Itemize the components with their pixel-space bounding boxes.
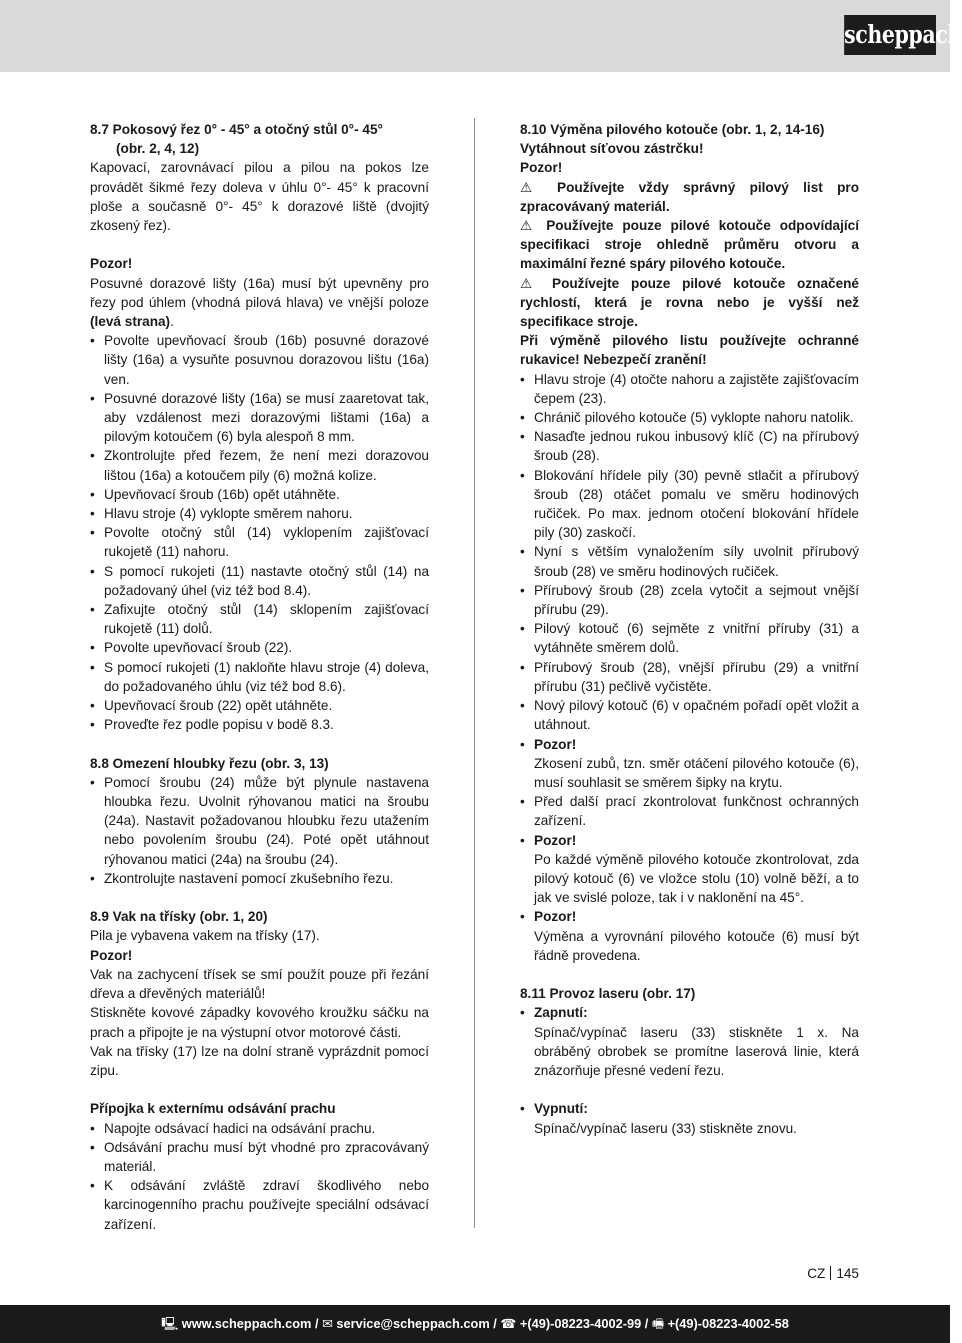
list-item: • Přírubový šroub (28), vnější přírubu (29) a vnitřní přírubu (31) pečlivě vyčistěte. (520, 658, 859, 696)
website-link[interactable]: www.scheppach.com (181, 1316, 312, 1331)
section-8-9-text: Stiskněte kovové západky kovového kroužku sáčku na prach a připojte je na výstupní otvor motorové části. (90, 1005, 429, 1040)
list-item: • Nyní s větším vynaložením síly uvolnit přírubový šroub (28) ve směru hodinových ručiček. (520, 542, 859, 580)
section-8-9-text: Vak na třísky (17) lze na dolní straně vyprázdnit pomocí zipu. (90, 1043, 429, 1078)
section-8-10-cautions (520, 735, 859, 965)
list-item: • Nasaďte jednou rukou inbusový klíč (C) na přírubový šroub (28). (520, 427, 859, 465)
list-item: • Přírubový šroub (28) zcela vytočit a sejmout vnější přírubu (29). (520, 581, 859, 619)
external-extraction-title: Přípojka k externímu odsávání prachu (90, 1101, 336, 1117)
column-divider (474, 118, 475, 1228)
caution-label: Pozor! (520, 160, 563, 176)
warning-triangle-icon: ⚠ (520, 275, 541, 291)
section-8-7-note: Posuvné dorazové lišty (16a) musí být upevněny pro řezy pod úhlem (vhodná pilová hlava) ve vnější poloze (levá strana). (90, 275, 429, 330)
list-item (520, 792, 859, 830)
section-8-11-title: 8.11 Provoz laseru (obr. 17) (520, 986, 696, 1002)
section-8-7-title: 8.7 Pokosový řez 0° - 45° a otočný stůl 0°- 45° (90, 122, 383, 137)
list-item-text: Před další prací zkontrolovat funkčnost ochranných zařízení. (534, 794, 859, 829)
external-extraction-steps (90, 1119, 429, 1234)
list-item: • Upevňovací šroub (22) opět utáhněte. (90, 696, 429, 715)
right-column (520, 120, 859, 1138)
list-item (520, 831, 859, 908)
section-8-10-title: 8.10 Výměna pilového kotouče (obr. 1, 2, 14-16) (520, 122, 825, 137)
section-8-9-text: Pila je vybavena vakem na třísky (17). (90, 928, 320, 944)
list-item: • Proveďte řez podle popisu v bodě 8.3. (90, 715, 429, 734)
list-item: • S pomocí rukojeti (1) nakloňte hlavu stroje (4) doleva, do požadovaného úhlu (viz též bod 8.6). (90, 658, 429, 696)
list-item: • Hlavu stroje (4) otočte nahoru a zajistěte zajišťovacím čepem (23). (520, 370, 859, 408)
scheppach-logo: scheppach (844, 15, 936, 55)
list-item: • Odsávání prachu musí být vhodné pro zpracovávaný materiál. (90, 1138, 429, 1176)
section-8-9-title: 8.9 Vak na třísky (obr. 1, 20) (90, 909, 268, 925)
gloves-warning: Při výměně pilového listu používejte ochranné rukavice! Nebezpečí zranění! (520, 333, 859, 368)
list-item: • S pomocí rukojeti (11) nastavte otočný stůl (14) na požadovaný úhel (viz též bod 8.4). (90, 562, 429, 600)
list-item: • Povolte upevňovací šroub (16b) posuvné dorazové lišty (16a) a vysuňte posuvnou dorazovou lištu (16a) ven. (90, 331, 429, 389)
list-item: • Nový pilový kotouč (6) v opačném pořadí opět vložit a utáhnout. (520, 696, 859, 734)
list-item: • K odsávání zvláště zdraví škodlivého nebo karcinogenního prachu používejte speciální odsávací zařízení. (90, 1176, 429, 1234)
list-item: • Napojte odsávací hadici na odsávání prachu. (90, 1119, 429, 1138)
caution-label: • Pozor! (534, 736, 577, 752)
list-item-text: Po každé výměně pilového kotouče zkontrolovat, zda pilový kotouč (6) ve vložce stolu (10) volně běží, a to jak ve svislé poloze, tak i v naklonění na 45°. (534, 851, 859, 906)
email-icon: ✉ (322, 1316, 333, 1331)
section-8-8-steps (90, 773, 429, 888)
section-8-9-text: Vak na zachycení třísek se smí použít pouze při řezání dřeva a dřevěných materiálů! (90, 966, 429, 1002)
email-link[interactable]: service@scheppach.com (336, 1316, 490, 1331)
warning-triangle-icon: ⚠ (520, 218, 538, 234)
page-footer: 🖳 www.scheppach.com / ✉ service@scheppach.com / ☎ +(49)-08223-4002-99 / 🖷 +(49)-08223-4002-58 (0, 1305, 950, 1343)
divider (830, 1266, 831, 1280)
list-item: • Blokování hřídele pily (30) pevně stlačit a přírubový šroub (28) otáčet pomalu ve směru hodinových ručiček. Po max. jednom otočení blokování hřídele pily (30) zaskočí. (520, 466, 859, 543)
list-item: • Pomocí šroubu (24) může být plynule nastavena hloubka řezu. Uvolnit rýhovanou matici na šroubu (24a). Nastavit požadovanou hloubku řezu utažením nebo povolením šroubu (24). Poté opět utáhnout rýhovanou matici (24a) na šroubu (24). (90, 773, 429, 869)
computer-icon: 🖳 (161, 1316, 179, 1331)
section-8-7-steps (90, 331, 429, 734)
phone-icon: ☎ (500, 1316, 517, 1331)
fax-icon: 🖷 (651, 1316, 664, 1331)
section-8-7-subtitle: (obr. 2, 4, 12) (116, 141, 200, 157)
section-8-11-steps (520, 1099, 859, 1137)
warning-3: ⚠ Používejte pouze pilové kotouče označené rychlostí, která je rovna nebo je vyšší než specifikace stroje. (520, 275, 859, 330)
warning-triangle-icon: ⚠ (520, 179, 543, 195)
fax-number: +(49)-08223-4002-58 (667, 1316, 789, 1331)
list-item: • Zapnutí: Spínač/vypínač laseru (33) stiskněte 1 x. Na obráběný obrobek se promítne laserová linie, která znázorňuje přesné vedení řezu. (520, 1003, 859, 1080)
list-item: • Pilový kotouč (6) sejměte z vnitřní příruby (31) a vytáhněte směrem dolů. (520, 619, 859, 657)
list-item: • Zkontrolujte před řezem, že není mezi dorazovou lištou (16a) a kotoučem pily (6) možná kolize. (90, 446, 429, 484)
list-item: • Povolte otočný stůl (14) vyklopením zajišťovací rukojetě (11) nahoru. (90, 523, 429, 561)
caution-label: Pozor! (90, 256, 133, 272)
list-item: • Zafixujte otočný stůl (14) sklopením zajišťovací rukojetě (11) dolů. (90, 600, 429, 638)
page-number: CZ 145 (807, 1266, 859, 1281)
list-item: • Povolte upevňovací šroub (22). (90, 638, 429, 657)
section-8-10-steps (520, 370, 859, 735)
caution-label: Pozor! (90, 947, 133, 963)
list-item-text: Výměna a vyrovnání pilového kotouče (6) musí být řádně provedena. (534, 928, 859, 963)
unplug-warning: Vytáhnout síťovou zástrčku! (520, 141, 704, 157)
list-item: • Upevňovací šroub (16b) opět utáhněte. (90, 485, 429, 504)
list-item: • Hlavu stroje (4) vyklopte směrem nahoru. (90, 504, 429, 523)
warning-1: ⚠ Používejte vždy správný pilový list pro zpracovávaný materiál. (520, 179, 860, 214)
list-item: • Vypnutí: Spínač/vypínač laseru (33) stiskněte znovu. (520, 1099, 859, 1137)
list-item: • Chránič pilového kotouče (5) vyklopte nahoru natolik. (520, 408, 859, 427)
caution-label: • Pozor! (534, 909, 577, 925)
warning-2: ⚠ Používejte pouze pilové kotouče odpovídající specifikaci stroje ohledně průměru otvoru a maximální řezné spáry pilového kotouče. (520, 218, 860, 272)
list-item (520, 907, 859, 965)
phone-number: +(49)-08223-4002-99 (519, 1316, 642, 1331)
section-8-8-title: 8.8 Omezení hloubky řezu (obr. 3, 13) (90, 755, 329, 771)
list-item: • Zkontrolujte nastavení pomocí zkušebního řezu. (90, 869, 429, 888)
caution-label: • Pozor! (534, 832, 577, 848)
section-8-7-intro: Kapovací, zarovnávací pilou a pilou na pokos lze provádět šikmé řezy doleva v úhlu 0°- 45° k pracovní ploše a současně 0°- 45° k dorazové liště (dvojitý zkosený řez). (90, 160, 429, 234)
list-item (520, 735, 859, 793)
left-column (90, 120, 429, 1234)
page-header (0, 0, 962, 72)
list-item: • Posuvné dorazové lišty (16a) se musí zaaretovat tak, aby vzdálenost mezi dorazovými lištami (16a) a pilovým kotoučem (6) byla alespoň 8 mm. (90, 389, 429, 447)
section-8-11-steps (520, 1003, 859, 1080)
list-item-text: Zkosení zubů, tzn. směr otáčení pilového kotouče (6), musí souhlasit se směrem šipky na krytu. (534, 755, 859, 790)
